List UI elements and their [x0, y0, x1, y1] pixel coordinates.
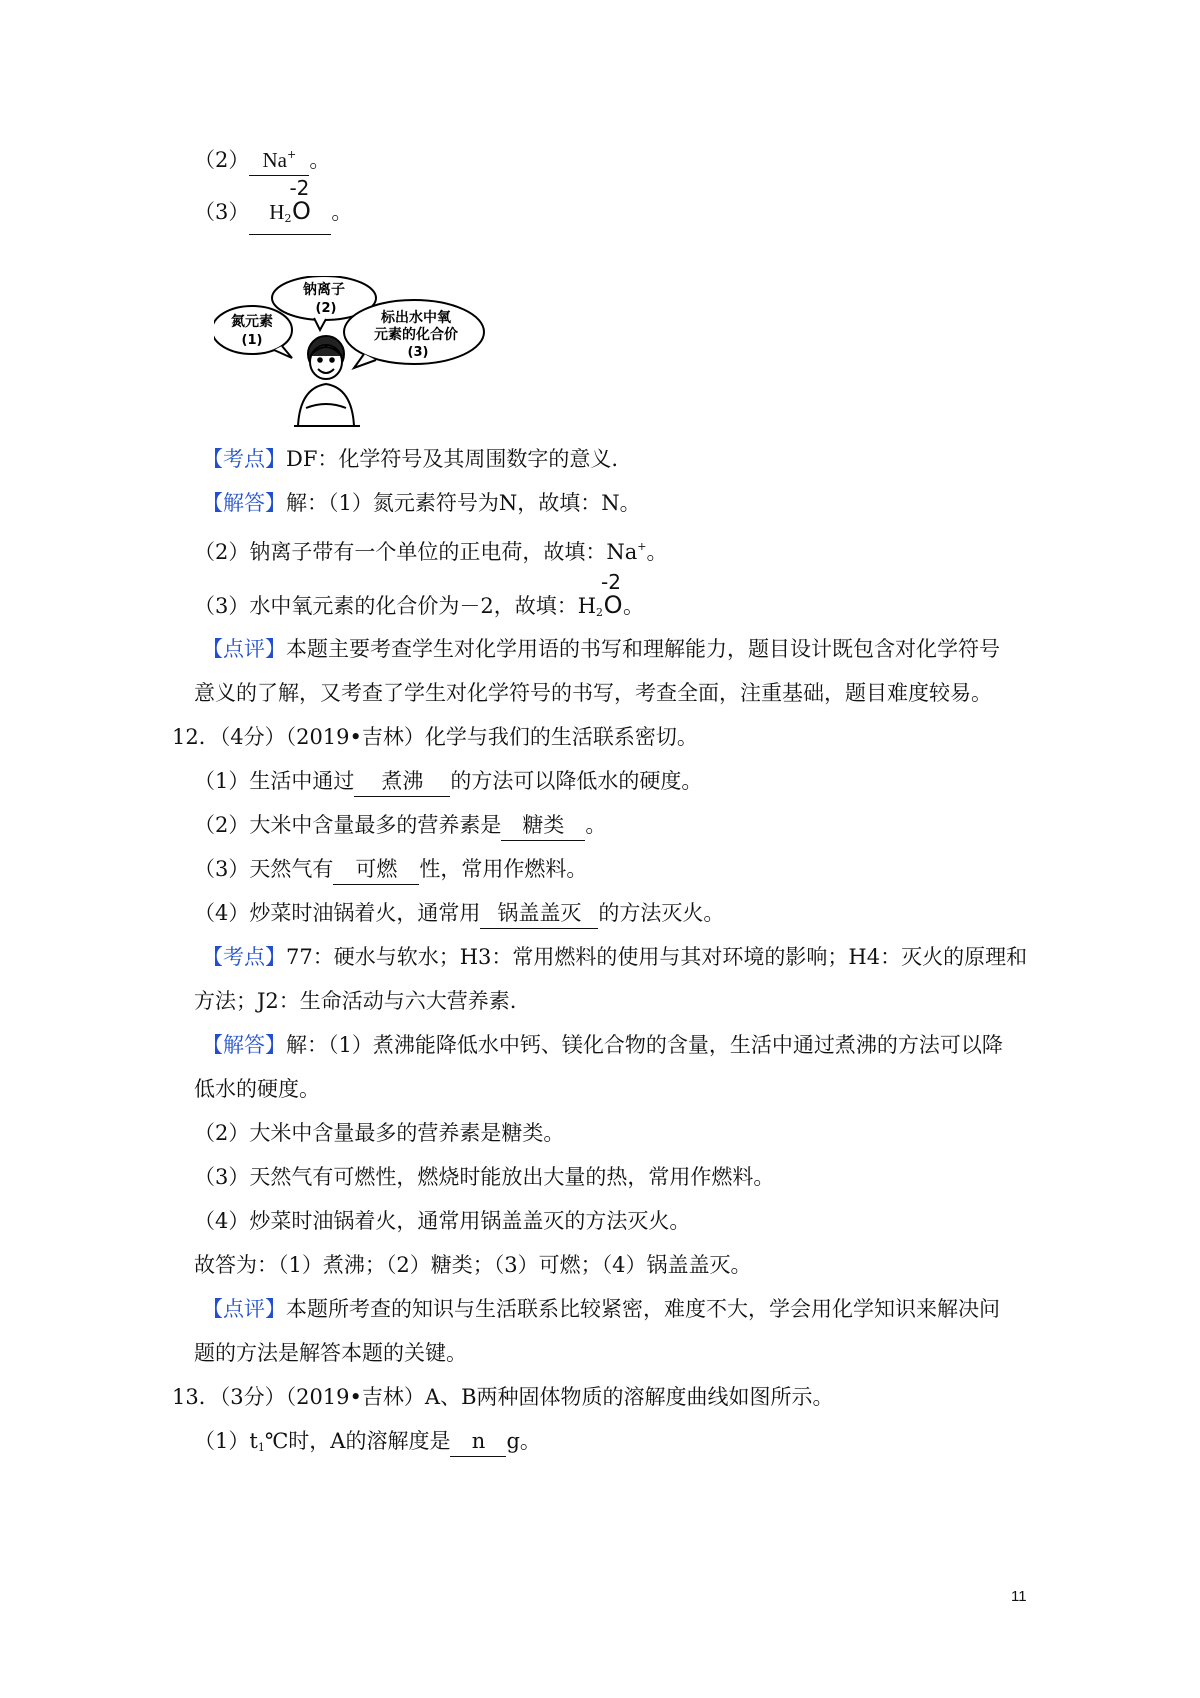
oxygen-valence: -2 O [601, 570, 623, 619]
answer-blank: 可燃 [333, 854, 419, 885]
bubble-3-line2: 元素的化合价 [374, 327, 458, 343]
q13-stem: 13．（3分）（2019•吉林）A、B两种固体物质的溶解度曲线如图所示。 [172, 1385, 834, 1409]
boy-cartoon [294, 336, 360, 426]
q11-dianping-2: 意义的了解，又考查了学生对化学符号的书写，考查全面，注重基础，题目难度较易。 [194, 681, 992, 705]
bubble-2-text: 钠离子 [303, 282, 345, 298]
q12-jieda-1b: 低水的硬度。 [194, 1077, 320, 1101]
q11-jieda-2: （2）钠离子带有一个单位的正电荷，故填：Na+。 [194, 540, 668, 564]
q12-sub-2: （2）大米中含量最多的营养素是 糖类 。 [194, 810, 606, 841]
bubble-1-text: 氮元素 [231, 314, 273, 330]
answer-blank: 煮沸 [354, 766, 450, 797]
q12-jieda-3: （3）天然气有可燃性，燃烧时能放出大量的热，常用作燃料。 [194, 1165, 775, 1189]
q12-jieda-4: （4）炒菜时油锅着火，通常用锅盖盖灭的方法灭火。 [194, 1209, 691, 1233]
q12-sub-3: （3）天然气有 可燃 性，常用作燃料。 [194, 854, 587, 885]
bubble-3-number: (3) [407, 345, 429, 360]
page-number: 11 [1011, 1588, 1027, 1605]
q12-dianping-1: 【点评】本题所考查的知识与生活联系比较紧密，难度不大，学会用化学知识来解决问 [202, 1297, 1000, 1321]
answer-blank: 锅盖盖灭 [480, 898, 598, 929]
q12-sub-4: （4）炒菜时油锅着火，通常用 锅盖盖灭 的方法灭火。 [194, 898, 724, 929]
q11-jieda-1: 【解答】解：（1）氮元素符号为N，故填：N。 [202, 491, 641, 515]
q12-jieda-2: （2）大米中含量最多的营养素是糖类。 [194, 1121, 565, 1145]
answer-blank: Na+ [249, 140, 309, 176]
bubble-2-number: (2) [315, 301, 337, 316]
oxygen-valence: -2 O [289, 176, 311, 225]
q12-kaodian-1: 【考点】77：硬水与软水；H3：常用燃料的使用与其对环境的影响；H4：灭火的原理和 [202, 945, 1028, 969]
bubble-1-number: (1) [241, 333, 263, 348]
bubble-3-line1: 标出水中氧 [381, 310, 451, 326]
boy-speech-bubbles-figure [214, 276, 544, 438]
answer-blank: n [450, 1426, 506, 1457]
q13-sub-1: $(1)t_1℃$时，A的溶解度是 n g。 [194, 1426, 541, 1463]
q12-jieda-1: 【解答】解：（1）煮沸能降低水中钙、镁化合物的含量，生活中通过煮沸的方法可以降 [202, 1033, 1003, 1057]
q12-kaodian-2: 方法；J2：生命活动与六大营养素. [194, 989, 517, 1013]
q11-dianping-1: 【点评】本题主要考查学生对化学用语的书写和理解能力，题目设计既包含对化学符号 [202, 637, 1000, 661]
q11-answer-3: （3） $H_2$ -2 O 。 [194, 196, 352, 235]
q11-kaodian: 【考点】DF：化学符号及其周围数字的意义. [202, 447, 619, 471]
q11-jieda-3: （3）水中氧元素的化合价为－2，故填：$H_2$ -2 O。 [194, 570, 645, 619]
q12-stem: 12．（4分）（2019•吉林）化学与我们的生活联系密切。 [172, 725, 698, 749]
q12-dianping-2: 题的方法是解答本题的关键。 [194, 1341, 467, 1365]
answer-blank: 糖类 [501, 810, 585, 841]
q12-answer: 故答为：（1）煮沸；（2）糖类；（3）可燃；（4）锅盖盖灭。 [194, 1253, 752, 1277]
answer-blank: $H_2$ -2 O [249, 196, 331, 235]
q12-sub-1: （1）生活中通过 煮沸 的方法可以降低水的硬度。 [194, 766, 702, 797]
q11-answer-2: （2） Na+ 。 [194, 140, 330, 176]
